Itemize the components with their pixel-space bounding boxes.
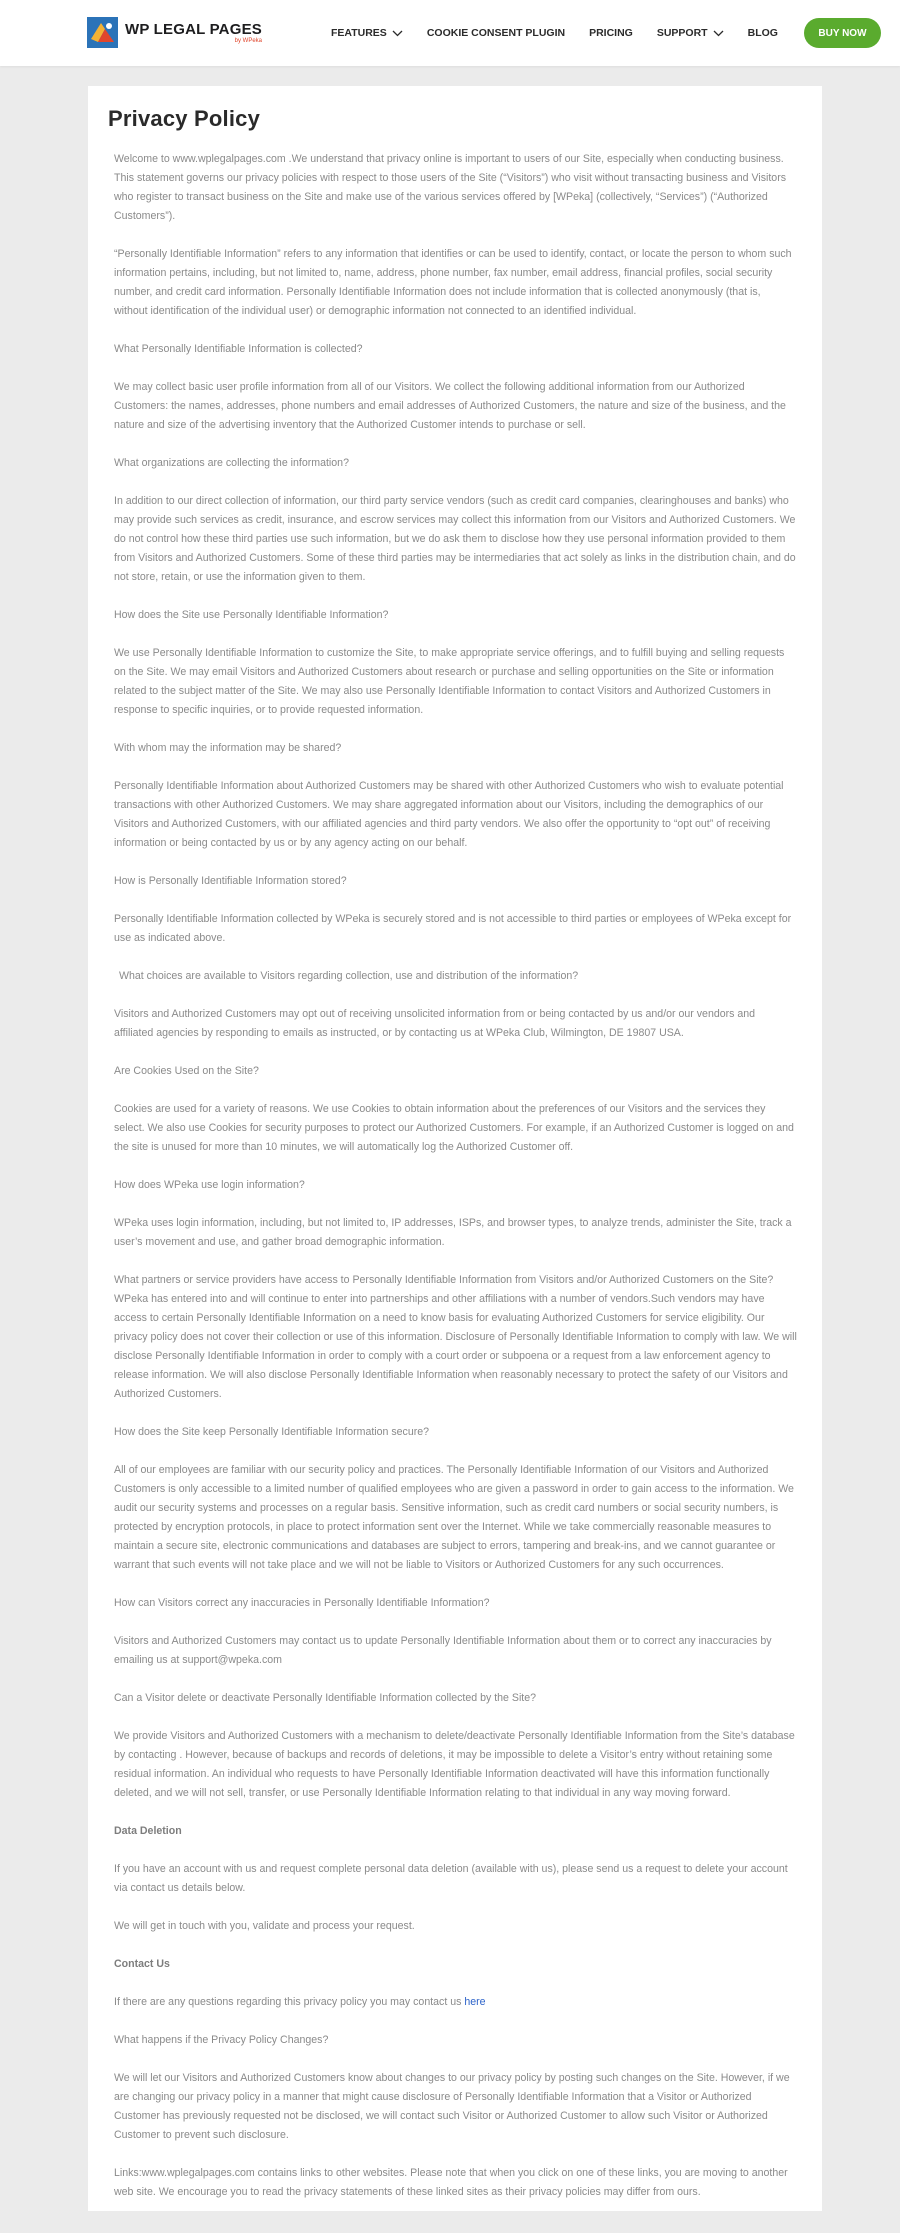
policy-paragraph: We may collect basic user profile information from all of our Visitors. We collect the following additional information from our Authorized Customers: the names, addresses, phone numbers and email addresses of Authorized Customers, the nature and size of the business, and the nature and size of the advertising inventory that the Authorized Customer intends to purchase or sell. (114, 381, 786, 431)
nav-features-label: FEATURES (331, 27, 387, 39)
nav-cookie-consent-plugin[interactable] (427, 27, 565, 39)
policy-paragraph: We provide Visitors and Authorized Customers with a mechanism to delete/deactivate Personally Identifiable Information from the Site’s database by contacting . However, because of backups and records of deletions, it may be impossible to delete a Visitor’s entry without retaining some residual information. An individual who requests to have Personally Identifiable Information deactivated will have this information functionally deleted, and we will not sell, transfer, or use Personally Identifiable Information relating to that individual in any way moving forward. (114, 1730, 795, 1799)
nav-pricing-label: PRICING (589, 27, 633, 39)
policy-paragraph: What partners or service providers have access to Personally Identifiable Information from Visitors and/or Authorized Customers on the Site? WPeka has entered into and will continue to enter into partnerships and other affiliations with a number of vendors.Such vendors may have access to certain Personally Identifiable Information on a need to know basis for evaluating Authorized Customers for service eligibility. Our privacy policy does not cover their collection or use of this information. Disclosure of Personally Identifiable Information to comply with law. We will disclose Personally Identifiable Information in order to comply with a court order or subpoena or a request from a law enforcement agency to release information. We will also disclose Personally Identifiable Information when reasonably necessary to protect the safety of our Visitors and Authorized Customers. (114, 1274, 797, 1400)
policy-paragraph: In addition to our direct collection of information, our third party service vendors (such as credit card companies, clearinghouses and banks) who may provide such services as credit, insurance, and escrow services may collect this information from our Visitors and Authorized Customers. We do not control how these third parties use such information, but we do ask them to disclose how they use personal information provided to them from Visitors and Authorized Customers. Some of these third parties may be intermediaries that act solely as links in the distribution chain, and do not store, retain, or use the information given to them. (114, 495, 796, 583)
nav-blog-label: BLOG (747, 27, 778, 39)
nav-support-label: SUPPORT (656, 27, 708, 39)
policy-paragraph: WPeka uses login information, including, but not limited to, IP addresses, ISPs, and browser types, to analyze trends, administer the Site, track a user’s movement and use, and gather broad demographic information. (114, 1217, 792, 1248)
main-nav (331, 18, 881, 48)
policy-question: What Personally Identifiable Information is collected? (114, 343, 363, 355)
contact-us-heading: Contact Us (114, 1958, 170, 1970)
policy-question: Can a Visitor delete or deactivate Personally Identifiable Information collected by the Site? (114, 1692, 537, 1704)
site-logo[interactable] (87, 17, 262, 48)
policy-paragraph: We will let our Visitors and Authorized Customers know about changes to our privacy policy by posting such changes on the Site. However, if we are changing our privacy policy in a manner that might cause disclosure of Personally Identifiable Information that a Visitor or Authorized Customer has previously requested not be disclosed, we will contact such Visitor or Authorized Customer to allow such Visitor or Authorized Customer to prevent such disclosure. (114, 2072, 790, 2141)
policy-paragraph: Links:www.wplegalpages.com contains links to other websites. Please note that when you click on one of these links, you are moving to another web site. We encourage you to read the privacy statements of these linked sites as their privacy policies may differ from ours. (114, 2167, 788, 2198)
nav-support[interactable] (657, 27, 724, 39)
policy-paragraph: If you have an account with us and request complete personal data deletion (available with us), please send us a request to delete your account via contact us details below. (114, 1863, 788, 1894)
policy-paragraph: Cookies are used for a variety of reasons. We use Cookies to obtain information about the preferences of our Visitors and the services they select. We also use Cookies for security purposes to protect our Authorized Customers. For example, if an Authorized Customer is logged on and the site is unused for more than 10 minutes, we will automatically log the Authorized Customer off. (114, 1103, 794, 1153)
logo-mark-icon (87, 17, 118, 48)
nav-cookie-consent-plugin-label: COOKIE CONSENT PLUGIN (426, 27, 566, 39)
policy-question: What organizations are collecting the information? (114, 457, 349, 469)
logo-subtitle: by WPeka (234, 37, 262, 44)
contact-paragraph (114, 1993, 797, 2012)
logo-text (125, 22, 262, 44)
site-header (0, 0, 900, 66)
policy-question: How does the Site use Personally Identifiable Information? (114, 609, 389, 621)
contact-text: If there are any questions regarding this privacy policy you may contact us (114, 1996, 465, 2008)
contact-here-link[interactable]: here (464, 1996, 486, 2008)
policy-paragraph: Personally Identifiable Information about Authorized Customers may be shared with other Authorized Customers who wish to evaluate potential transactions with other Authorized Customers. We may share aggregated information about our Visitors, including the demographics of our Visitors and Authorized Customers, with our affiliated agencies and third party vendors. We also offer the opportunity to “opt out” of receiving information or being contacted by us or by any agency acting on our behalf. (114, 780, 784, 849)
policy-content (114, 150, 797, 2221)
policy-paragraph: All of our employees are familiar with our security policy and practices. The Personally Identifiable Information of our Visitors and Authorized Customers is only accessible to a limited number of qualified employees who are given a password in order to gain access to the information. We audit our security systems and processes on a regular basis. Sensitive information, such as credit card numbers or social security numbers, is protected by encryption protocols, in place to protect information sent over the Internet. While we take commercially reasonable measures to maintain a secure site, electronic communications and databases are subject to errors, tampering and break-ins, and we cannot guarantee or warrant that such events will not take place and we will not be liable to Visitors or Authorized Customers for any such occurrences. (114, 1464, 794, 1571)
nav-features[interactable] (331, 27, 403, 39)
policy-paragraph: We use Personally Identifiable Information to customize the Site, to make appropriate service offerings, and to fulfill buying and selling requests on the Site. We may email Visitors and Authorized Customers about research or purchase and selling opportunities on the Site or information related to the subject matter of the Site. We may also use Personally Identifiable Information to contact Visitors and Authorized Customers in response to specific inquiries, or to provide requested information. (114, 647, 785, 716)
policy-paragraph: Visitors and Authorized Customers may contact us to update Personally Identifiable Information about them or to correct any inaccuracies by emailing us at support@wpeka.com (114, 1635, 772, 1666)
chevron-down-icon (392, 30, 403, 37)
policy-paragraph: Personally Identifiable Information collected by WPeka is securely stored and is not accessible to third parties or employees of WPeka except for use as indicated above. (114, 913, 792, 944)
content-card (88, 86, 822, 2211)
policy-question: What choices are available to Visitors regarding collection, use and distribution of the information? (119, 970, 579, 982)
policy-question: Are Cookies Used on the Site? (114, 1065, 259, 1077)
policy-question: How is Personally Identifiable Information stored? (114, 875, 347, 887)
policy-paragraph: We will get in touch with you, validate and process your request. (114, 1920, 415, 1932)
policy-question: How does the Site keep Personally Identifiable Information secure? (114, 1426, 430, 1438)
policy-question: What happens if the Privacy Policy Changes? (114, 2034, 329, 2046)
policy-paragraph: Visitors and Authorized Customers may opt out of receiving unsolicited information from or being contacted by us and/or our vendors and affiliated agencies by responding to emails as instructed, or by contacting us at WPeka Club, Wilmington, DE 19807 USA. (114, 1008, 756, 1039)
buy-now-button[interactable]: BUY NOW (804, 18, 881, 48)
policy-question: With whom may the information may be shared? (114, 742, 342, 754)
policy-paragraph: “Personally Identifiable Information” refers to any information that identifies or can be used to identify, contact, or locate the person to whom such information pertains, including, but not limited to, name, address, phone number, fax number, email address, financial profiles, social security number, and credit card information. Personally Identifiable Information does not include information that is collected anonymously (that is, without identification of the individual user) or demographic information not connected to an identified individual. (114, 248, 792, 317)
chevron-down-icon (713, 30, 724, 37)
page-title: Privacy Policy (108, 106, 261, 131)
nav-pricing[interactable] (589, 27, 633, 39)
policy-question: How can Visitors correct any inaccuracies in Personally Identifiable Information? (114, 1597, 490, 1609)
policy-question: How does WPeka use login information? (114, 1179, 305, 1191)
nav-blog[interactable] (748, 27, 778, 39)
logo-title: WP LEGAL PAGES (125, 20, 262, 38)
policy-paragraph: Welcome to www.wplegalpages.com .We understand that privacy online is important to users of our Site, especially when conducting business. This statement governs our privacy policies with respect to those users of the Site (“Visitors”) who visit without transacting business and Visitors who register to transact business on the Site and make use of the various services offered by [WPeka] (collectively, “Services”) (“Authorized Customers”). (114, 153, 787, 222)
data-deletion-heading: Data Deletion (114, 1825, 182, 1837)
